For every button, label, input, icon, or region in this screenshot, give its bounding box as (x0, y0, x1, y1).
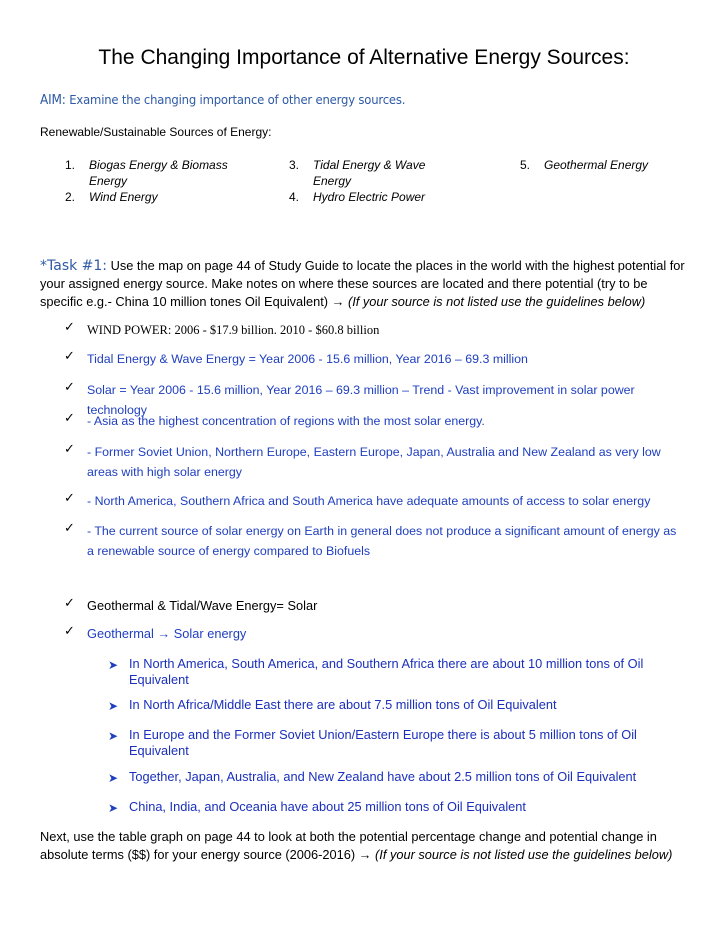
aim-line (40, 92, 405, 108)
source-number: 5. (520, 158, 531, 172)
arrow-icon: → (331, 294, 345, 309)
arrow-bullet-icon: ➤ (108, 658, 119, 672)
arrow-icon: → (358, 847, 372, 862)
source-item-5 (520, 157, 700, 173)
note-tidal-wave: Tidal Energy & Wave Energy = Year 2006 - 15.6 million, Year 2016 – 69.3 million (87, 352, 528, 366)
source-label: Wind Energy (89, 190, 158, 204)
checkmark-icon: ✓ (64, 380, 75, 395)
checkmark-icon: ✓ (64, 521, 75, 536)
note-low-areas: - Former Soviet Union, Northern Europe, Eastern Europe, Japan, Australia and New Zealand as very low areas with high solar energy (87, 445, 661, 479)
task-paragraph (40, 257, 690, 311)
arrow-bullet-icon: ➤ (108, 771, 119, 785)
sub-note-europe: In Europe and the Former Soviet Union/Eastern Europe there is about 5 million tons of Oil Equivalent (129, 727, 637, 758)
note-geothermal-tidal: Geothermal & Tidal/Wave Energy= Solar (87, 598, 318, 613)
note-solar: Solar = Year 2006 - 15.6 million, Year 2016 – 69.3 million – Trend - Vast improvement in solar power technology (87, 383, 635, 417)
note-current-source: - The current source of solar energy on Earth in general does not produce a significant amount of energy as a renewable source of energy compared to Biofuels (87, 524, 677, 558)
checkmark-icon: ✓ (64, 349, 75, 364)
note-adequate-access: - North America, Southern Africa and South America have adequate amounts of access to solar energy (87, 494, 651, 508)
arrow-icon: → (157, 626, 171, 641)
sub-note-americas: In North America, South America, and Southern Africa there are about 10 million tons of Oil Equivalent (129, 656, 644, 687)
checkmark-icon: ✓ (64, 411, 75, 426)
note-wind-power: WIND POWER: 2006 - $17.9 billion. 2010 - $60.8 billion (87, 323, 380, 337)
source-number: 2. (65, 190, 76, 204)
checkmark-icon: ✓ (64, 624, 75, 639)
source-item-3 (289, 157, 489, 189)
task-label: *Task #1: (40, 258, 108, 274)
next-text: Next, use the table graph on page 44 to look at both the potential percentage change and potential change in absolute terms ($$) for your energy source (2006-2016) (40, 829, 657, 862)
source-number: 3. (289, 158, 300, 172)
source-label: Geothermal Energy (544, 158, 649, 172)
source-label: Biogas Energy & Biomass Energy (89, 158, 228, 188)
note-geothermal-solar: Geothermal → Solar energy (87, 626, 247, 641)
arrow-bullet-icon: ➤ (108, 801, 119, 815)
checkmark-icon: ✓ (64, 442, 75, 457)
aim-label: AIM: (40, 93, 66, 108)
aim-text: Examine the changing importance of other energy sources. (69, 92, 406, 107)
renewable-heading: Renewable/Sustainable Sources of Energy: (40, 125, 272, 139)
source-item-1 (65, 157, 265, 189)
source-number: 4. (289, 190, 300, 204)
source-item-2 (65, 189, 265, 205)
sub-note-japan: Together, Japan, Australia, and New Zealand have about 2.5 million tons of Oil Equivalent (129, 769, 637, 784)
checkmark-icon: ✓ (64, 320, 75, 335)
arrow-bullet-icon: ➤ (108, 729, 119, 743)
sub-note-china: China, India, and Oceania have about 25 million tons of Oil Equivalent (129, 799, 526, 814)
source-label: Hydro Electric Power (313, 190, 426, 204)
source-item-4 (289, 189, 489, 205)
task-guideline-note: (If your source is not listed use the guidelines below) (344, 294, 646, 309)
task-text: Use the map on page 44 of Study Guide to locate the places in the world with the highest potential for your assigned energy source. Make notes on where these sources are located and there potential (try to be specific e.g.- China 10 million tones Oil Equivalent) (40, 258, 685, 309)
next-guideline-note: (If your source is not listed use the guidelines below) (371, 847, 673, 862)
note-asia: - Asia as the highest concentration of regions with the most solar energy. (87, 414, 485, 428)
next-paragraph (40, 828, 690, 864)
page-title: The Changing Importance of Alternative Energy Sources: (98, 46, 630, 69)
source-label: Tidal Energy & Wave Energy (313, 158, 426, 188)
checkmark-icon: ✓ (64, 491, 75, 506)
checkmark-icon: ✓ (64, 596, 75, 611)
sub-note-north-africa: In North Africa/Middle East there are about 7.5 million tons of Oil Equivalent (129, 697, 557, 712)
source-number: 1. (65, 158, 76, 172)
arrow-bullet-icon: ➤ (108, 699, 119, 713)
